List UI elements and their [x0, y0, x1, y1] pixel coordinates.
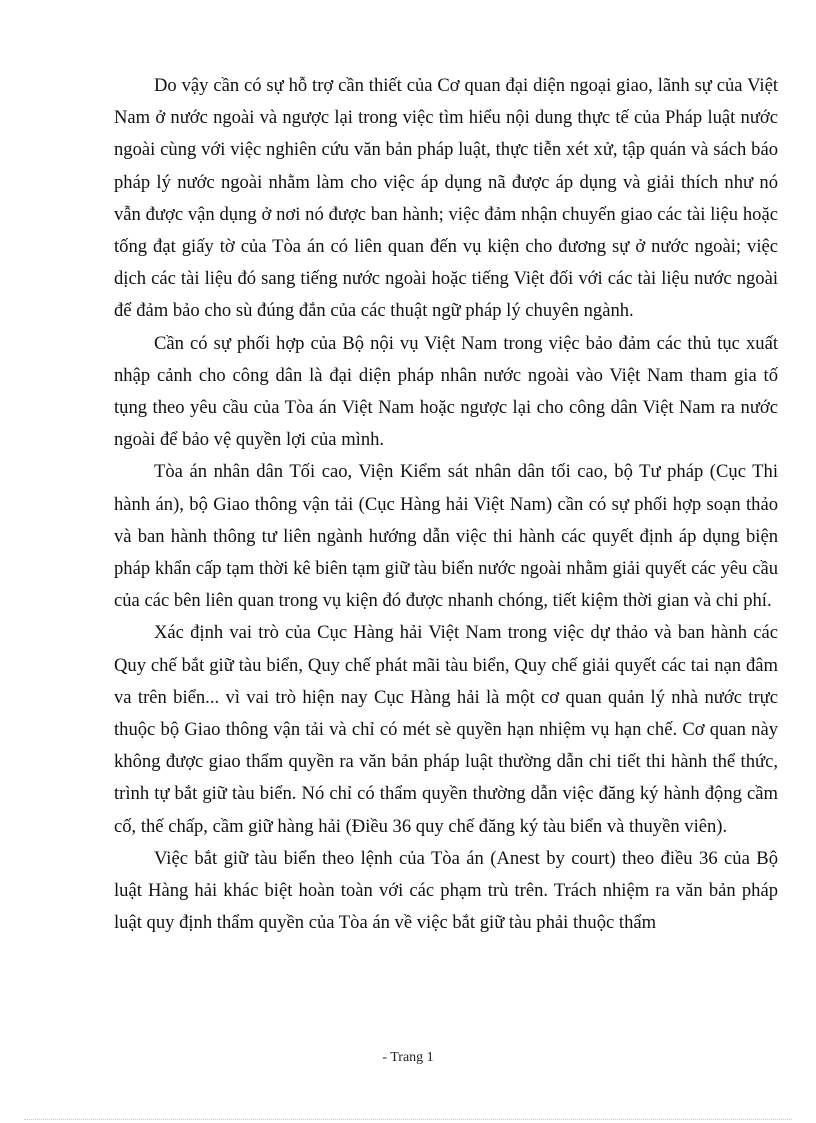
document-body — [114, 70, 778, 939]
paragraph: Xác định vai trò của Cục Hàng hải Việt Nam trong việc dự thảo và ban hành các Quy chế bắt giữ tàu biển, Quy chế phát mãi tàu biển, Quy chế giải quyết các tai nạn đâm va trên biển... vì vai trò hiện nay Cục Hàng hải là một cơ quan quản lý nhà nước trực thuộc bộ Giao thông vận tải và chỉ có mét sè quyền hạn nhiệm vụ hạn chế. Cơ quan này không được giao thẩm quyền ra văn bản pháp luật thường dẫn chi tiết thi hành thể thức, trình tự bắt giữ tàu biển. Nó chỉ có thẩm quyền thường dẫn việc đăng ký hành động cầm cố, thế chấp, cầm giữ hàng hải (Điều 36 quy chế đăng ký tàu biển và thuyền viên). — [114, 622, 778, 837]
page-number-footer: - Trang 1 — [382, 1050, 434, 1065]
paragraph: Tòa án nhân dân Tối cao, Viện Kiểm sát nhân dân tối cao, bộ Tư pháp (Cục Thi hành án), bộ Giao thông vận tải (Cục Hàng hải Việt Nam) cần có sự phối hợp soạn thảo và ban hành thông tư liên ngành hướng dẫn việc thi hành các quyết định áp dụng biện pháp khẩn cấp tạm thời kê biên tạm giữ tàu biển nước ngoài nhằm giải quyết các yêu cầu của các bên liên quan trong vụ kiện đó được nhanh chóng, tiết kiệm thời gian và chi phí. — [114, 461, 778, 612]
paragraph: Do vậy cần có sự hỗ trợ cần thiết của Cơ quan đại diện ngoại giao, lãnh sự của Việt Nam ở nước ngoài và ngược lại trong việc tìm hiểu nội dung thực tế của Pháp luật nước ngoài cùng với việc nghiên cứu văn bản pháp luật, thực tiễn xét xử, tập quán và sách báo pháp lý nước ngoài nhằm làm cho việc áp dụng nã được áp dụng và giải thích như nó vẫn được vận dụng ở nơi nó được ban hành; việc đảm nhận chuyển giao các tài liệu hoặc tống đạt giấy tờ của Tòa án có liên quan đến vụ kiện cho đương sự ở nước ngoài; việc dịch các tài liệu đó sang tiếng nước ngoài hoặc tiếng Việt đối với các tài liệu nước ngoài để đảm bảo cho sù đúng đắn của các thuật ngữ pháp lý chuyên ngành. — [114, 75, 778, 322]
paragraph: Cần có sự phối hợp của Bộ nội vụ Việt Nam trong việc bảo đảm các thủ tục xuất nhập cảnh cho công dân là đại diện pháp nhân nước ngoài vào Việt Nam tham gia tố tụng theo yêu cầu của Tòa án Việt Nam hoặc ngược lại cho công dân Việt Nam ra nước ngoài để bảo vệ quyền lợi của mình. — [114, 332, 778, 451]
paragraph: Việc bắt giữ tàu biển theo lệnh của Tòa án (Anest by court) theo điều 36 của Bộ luật Hàng hải khác biệt hoàn toàn với các phạm trù trên. Trách nhiệm ra văn bản pháp luật quy định thẩm quyền của Tòa án về việc bắt giữ tàu phải thuộc thẩm — [114, 847, 778, 934]
page-bottom-divider — [24, 1119, 792, 1120]
